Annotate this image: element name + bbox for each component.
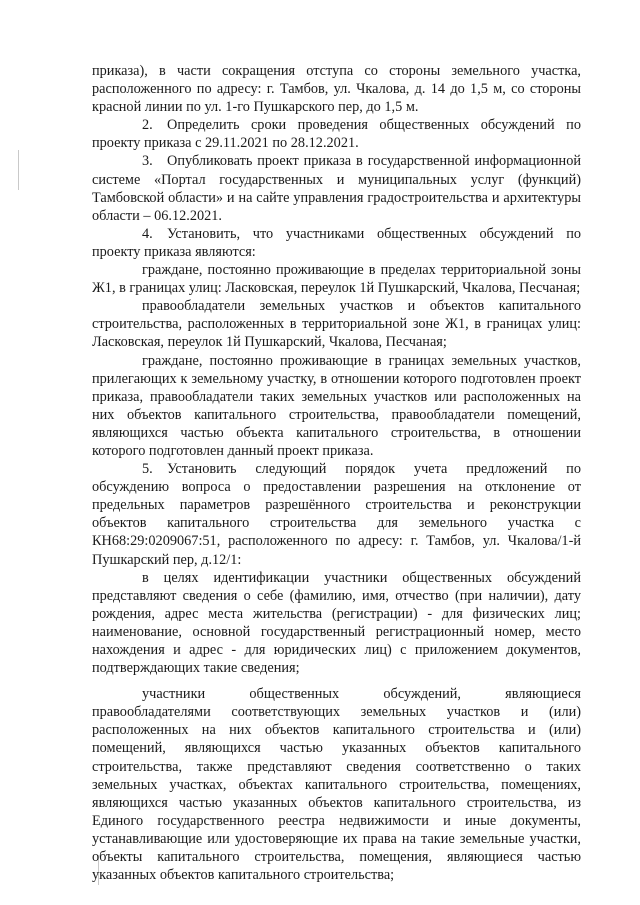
paragraph-participants-residents: граждане, постоянно проживающие в пределах территориальной зоны Ж1, в границах улиц: Ласковская, переулок 1й Пушкарский, Чкалова, Песчаная; (92, 262, 581, 297)
paragraph-participants-adjacent: граждане, постоянно проживающие в границах земельных участков, прилегающих к земельному участку, в отношении которого подготовлен проект приказа, правообладатели таких земельных участков или расположенных на них объектов капитального строительства, правообладатели помещений, являющихся частью объекта капитального строительства, в отношении которого подготовлен данный проект приказа. (92, 352, 581, 459)
paragraph-item-3: 3. Опубликовать проект приказа в государственной информационной системе «Портал государственных и муниципальных услуг (функций) Тамбовской области» и на сайте управления градостроительства и архитектуры области – 06.12.2021. (92, 153, 581, 224)
paragraph-continuation: приказа), в части сокращения отступа со стороны земельного участка, расположенного по адресу: г. Тамбов, ул. Чкалова, д. 14 до 1,5 м, со стороны красной линии по ул. 1-го Пушкарского пер, до 1,5 м. (92, 63, 581, 116)
document-body (92, 62, 581, 884)
paragraph-participants-owners: правообладатели земельных участков и объектов капитального строительства, расположенных в территориальной зоне Ж1, в границах улиц: Ласковская, переулок 1й Пушкарский, Чкалова, Песчаная; (92, 298, 581, 351)
paragraph-item-2: 2. Определить сроки проведения общественных обсуждений по проекту приказа с 29.11.2021 по 28.12.2021. (92, 117, 581, 152)
paragraph-identification: в целях идентификации участники общественных обсуждений представляют сведения о себе (фамилию, имя, отчество (при наличии), дату рождения, адрес места жительства (регистрации) - для физических лиц; наименование, основной государственный регистрационный номер, место нахождения и адрес - для юридических лиц) с приложением документов, подтверждающих такие сведения; (92, 569, 581, 677)
paragraph-item-5: 5. Установить следующий порядок учета предложений по обсуждению вопроса о предоставлении разрешения на отклонение от предельных параметров разрешённого строительства и реконструкции объектов капитального строительства для земельного участка с КН68:29:0209067:51, расположенного по адресу: г. Тамбов, ул. Чкалова/1-й Пушкарский пер, д.12/1: (92, 461, 581, 568)
paragraph-item-4: 4. Установить, что участниками общественных обсуждений по проекту приказа являются: (92, 225, 581, 260)
paragraph-rights-holders: участники общественных обсуждений, являющиеся правообладателями соответствующих земельных участков и (или) расположенных на них объектов капитального строительства и (или) помещений, являющихся частью указанных объектов капитального строительства, также представляют сведения соответственно о таких земельных участках, объектах капитального строительства, помещениях, являющихся частью указанных объектов капитального строительства, из Единого государственного реестра недвижимости и иные документы, устанавливающие или удостоверяющие их права на такие земельные участки, объекты капитального строительства, помещения, являющиеся частью указанных объектов капитального строительства; (92, 686, 581, 884)
scan-edge-mark (18, 150, 19, 190)
